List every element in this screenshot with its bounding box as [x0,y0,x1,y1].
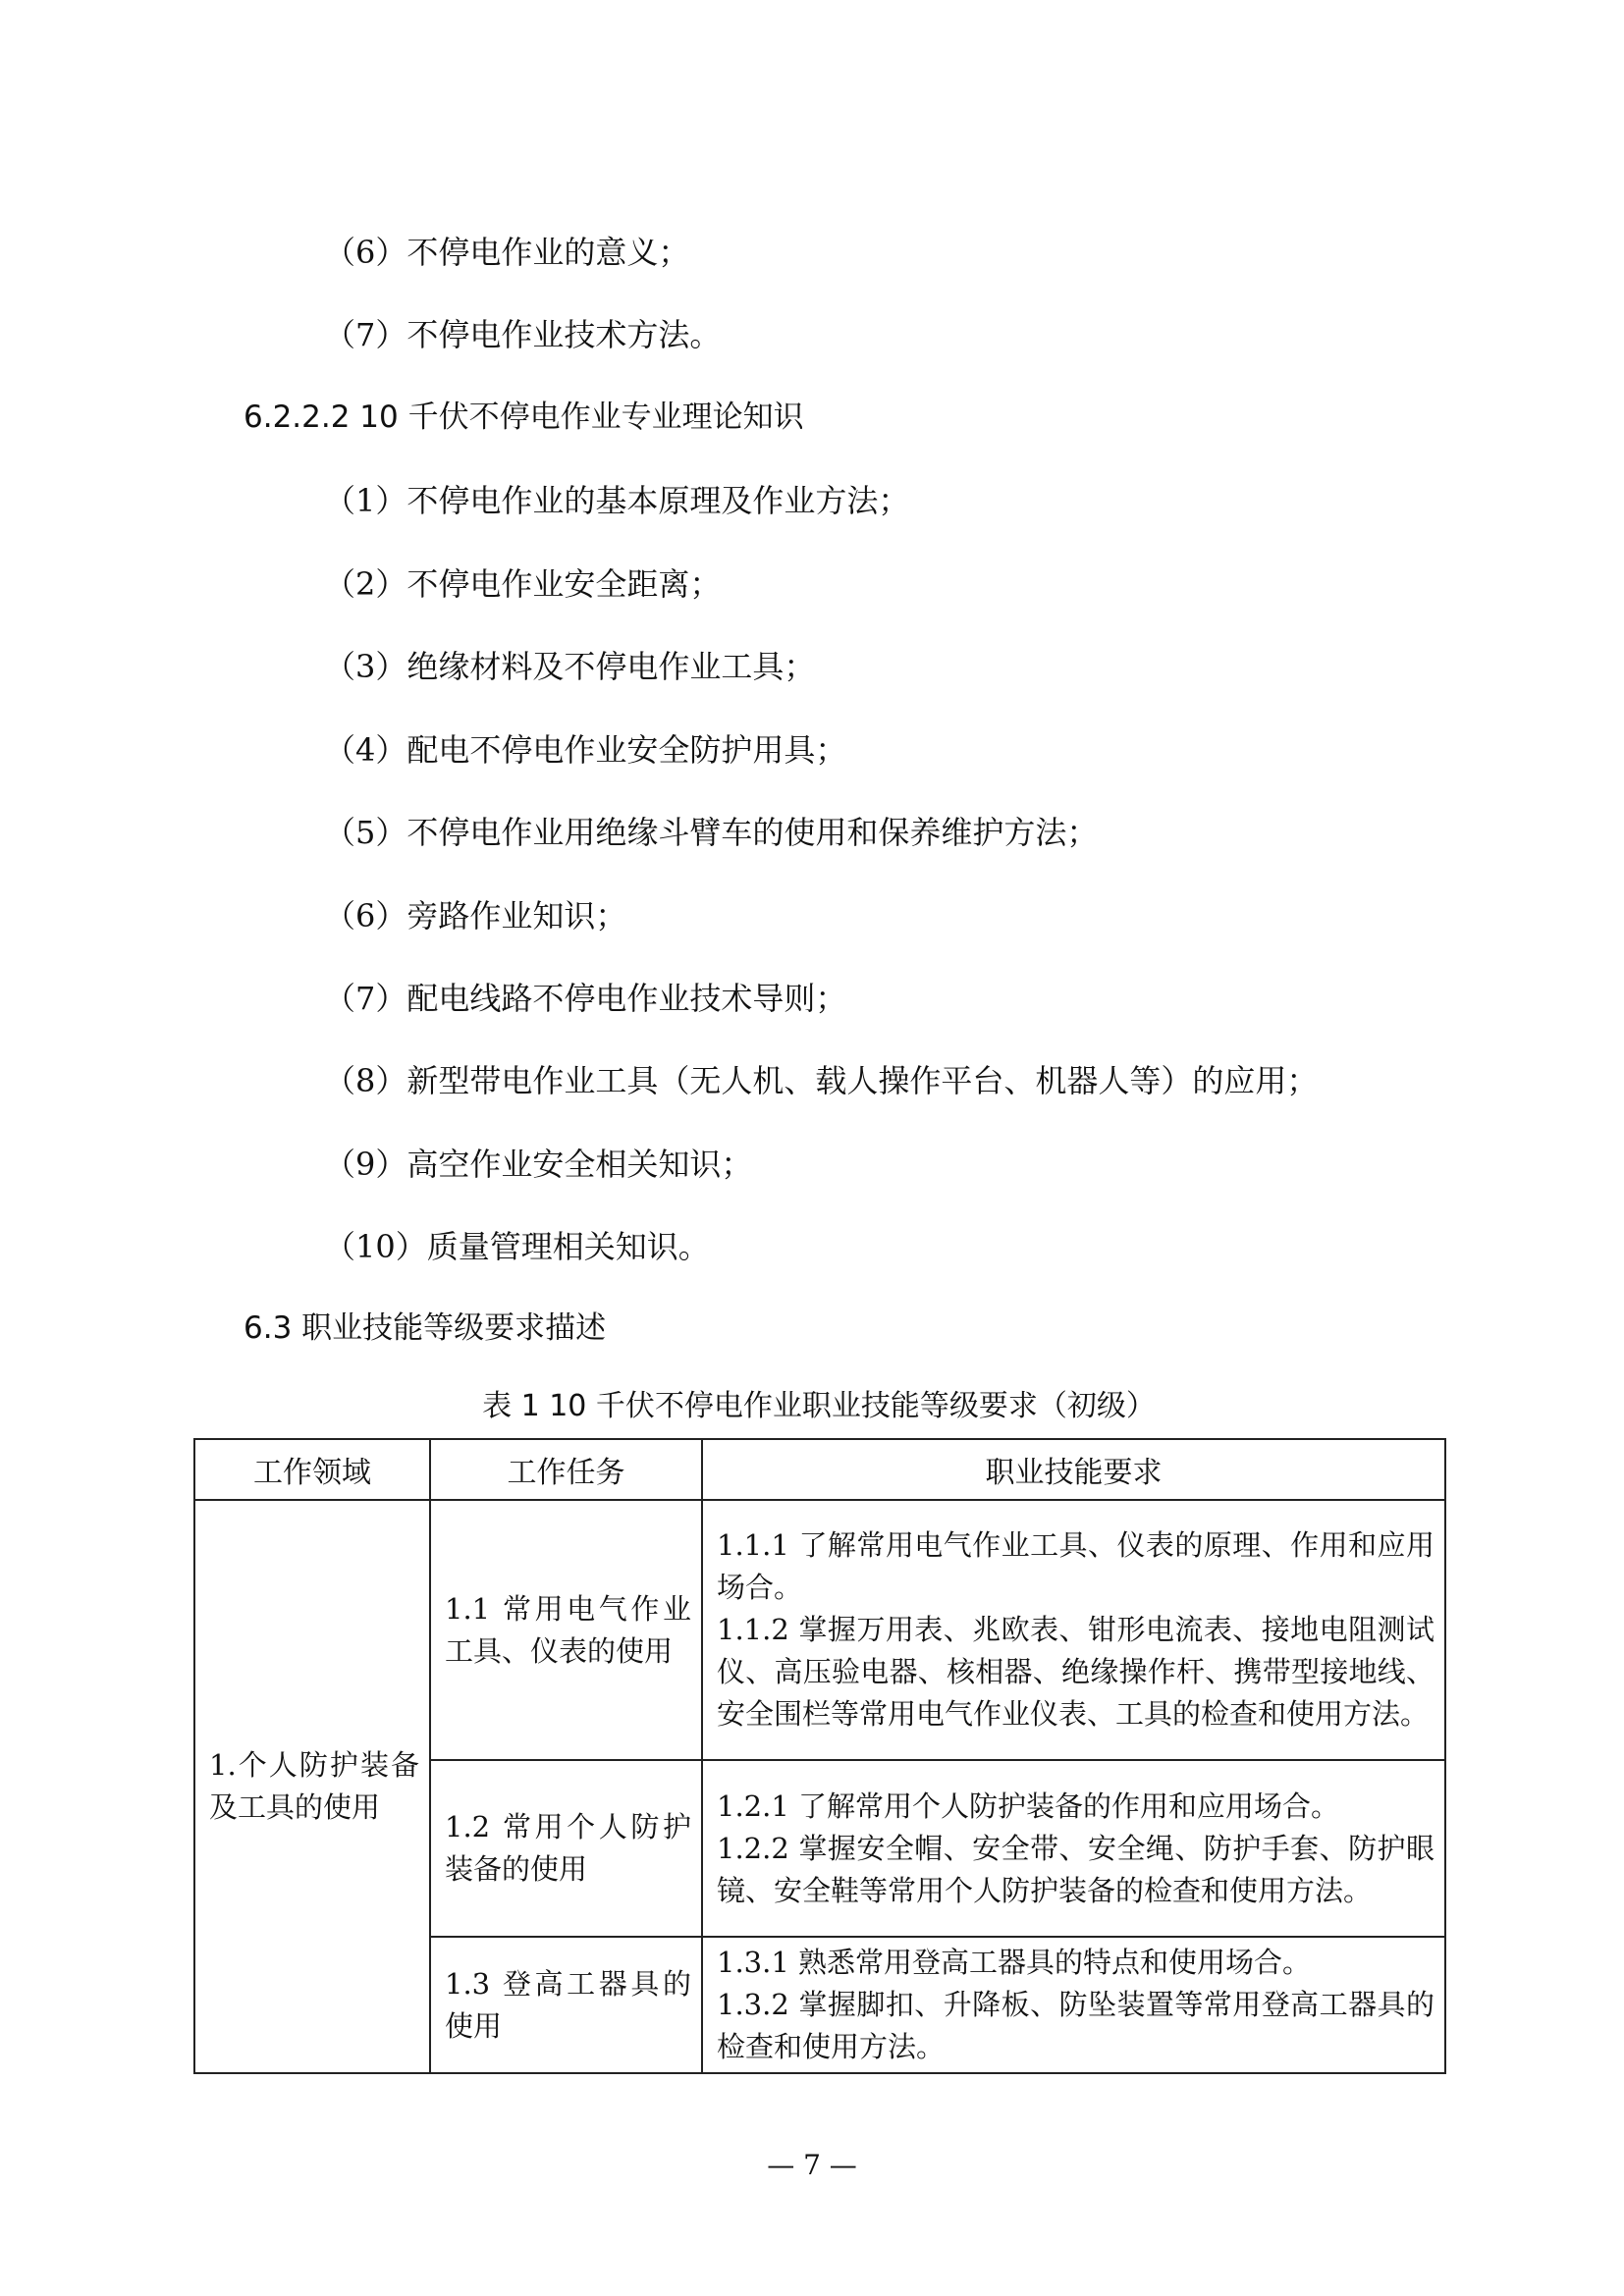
section-heading-6-3: 6.3 职业技能等级要求描述 [244,1310,607,1346]
list-item: （4）配电不停电作业安全防护用具； [324,731,847,769]
list-item: （7）配电线路不停电作业技术导则； [324,980,847,1017]
list-item: （1）不停电作业的基本原理及作业方法； [324,482,910,519]
skill-item: 1.3.1 熟悉常用登高工器具的特点和使用场合。 [717,1946,1312,1979]
skill-cell [702,1937,1445,2073]
list-item: （2）不停电作业安全距离； [324,565,722,603]
header-work-task: 工作任务 [430,1439,702,1500]
skill-cell [702,1500,1445,1760]
list-item: （3）绝缘材料及不停电作业工具； [324,648,816,685]
list-item: （6）不停电作业的意义； [324,234,690,271]
skill-requirements-table [193,1438,1446,2074]
skill-item: 1.2.1 了解常用个人防护装备的作用和应用场合。 [717,1789,1340,1823]
section-heading-6-2-2-2: 6.2.2.2 10 千伏不停电作业专业理论知识 [244,400,804,435]
header-skill-requirement: 职业技能要求 [702,1439,1445,1500]
work-task-cell: 1.3 登高工器具的使用 [430,1937,702,2073]
skill-item: 1.3.2 掌握脚扣、升降板、防坠装置等常用登高工器具的检查和使用方法。 [717,1988,1435,2063]
table-row [194,1500,1445,1760]
list-item: （10）质量管理相关知识。 [324,1228,710,1265]
page-number: — 7 — [767,2149,857,2181]
skill-item: 1.2.2 掌握安全帽、安全带、安全绳、防护手套、防护眼镜、安全鞋等常用个人防护装备的检查和使用方法。 [717,1831,1435,1907]
work-task-cell: 1.1 常用电气作业工具、仪表的使用 [430,1500,702,1760]
table-caption: 表 1 10 千伏不停电作业职业技能等级要求（初级） [482,1389,1156,1423]
work-task-cell: 1.2 常用个人防护装备的使用 [430,1760,702,1937]
skill-item: 1.1.1 了解常用电气作业工具、仪表的原理、作用和应用场合。 [717,1528,1435,1604]
work-domain-cell: 1.个人防护装备及工具的使用 [194,1500,430,2073]
list-item: （5）不停电作业用绝缘斗臂车的使用和保养维护方法； [324,814,1099,851]
header-work-domain: 工作领域 [194,1439,430,1500]
list-item: （8）新型带电作业工具（无人机、载人操作平台、机器人等）的应用； [324,1062,1319,1099]
list-item: （6）旁路作业知识； [324,897,627,934]
skill-item: 1.1.2 掌握万用表、兆欧表、钳形电流表、接地电阻测试仪、高压验电器、核相器、绝缘操作杆、携带型接地线、安全围栏等常用电气作业仪表、工具的检查和使用方法。 [717,1613,1435,1731]
table-header-row [194,1439,1445,1500]
skill-cell [702,1760,1445,1937]
list-item: （9）高空作业安全相关知识； [324,1146,753,1183]
list-item: （7）不停电作业技术方法。 [324,316,722,353]
